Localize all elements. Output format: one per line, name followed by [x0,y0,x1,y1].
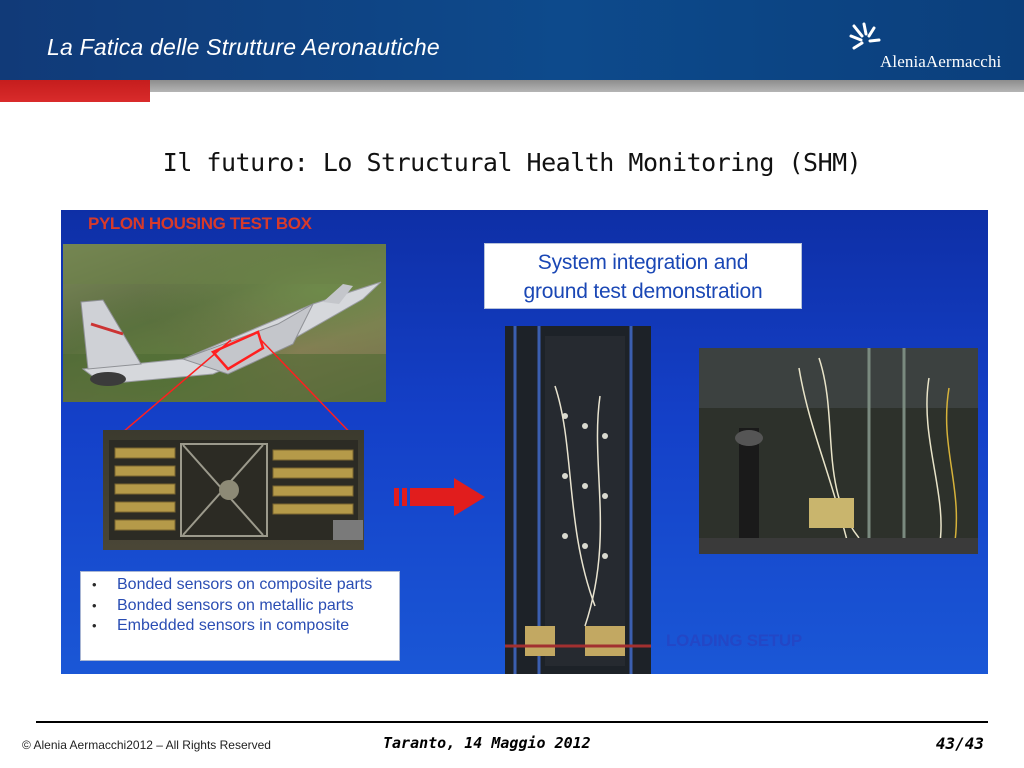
system-integration-callout [484,243,802,309]
sensor-list [91,575,393,637]
flow-arrow [394,478,486,525]
shm-figure [61,210,988,674]
footer-rule [36,721,988,723]
footer-date: Taranto, 14 Maggio 2012 [383,734,591,752]
presentation-title: La Fatica delle Strutture Aeronautiche [47,34,440,60]
header-red-accent [0,80,150,102]
pylon-box-illustration [103,430,364,550]
logo-rays-icon [848,20,884,60]
callout-line-2: ground test demonstration [523,280,763,303]
list-item: • Embedded sensors in composite [117,616,393,637]
header-gray-strip [150,80,1024,92]
pylon-housing-label: PYLON HOUSING TEST BOX [88,214,312,233]
slide-title: Il futuro: Lo Structural Health Monitoring (SHM) [162,148,862,177]
pylon-box-photo [103,430,364,550]
footer-copyright: © Alenia Aermacchi2012 – All Rights Reserved [22,738,271,752]
loading-setup-label: LOADING SETUP [666,631,802,650]
loading-setup-illustration [699,348,978,554]
list-item: • Bonded sensors on composite parts [117,575,393,596]
logo-wordmark: AleniaAermacchi [880,52,1002,71]
page-number: 43/43 [935,734,984,753]
sensor-bullet-box [80,571,400,661]
test-rig-photo [505,326,651,674]
loading-setup-photo [699,348,978,554]
company-logo [848,20,1018,76]
callout-line-1: System integration and [537,251,749,274]
list-item: • Bonded sensors on metallic parts [117,596,393,617]
right-arrow-icon [394,478,486,520]
test-rig-illustration [505,326,651,674]
